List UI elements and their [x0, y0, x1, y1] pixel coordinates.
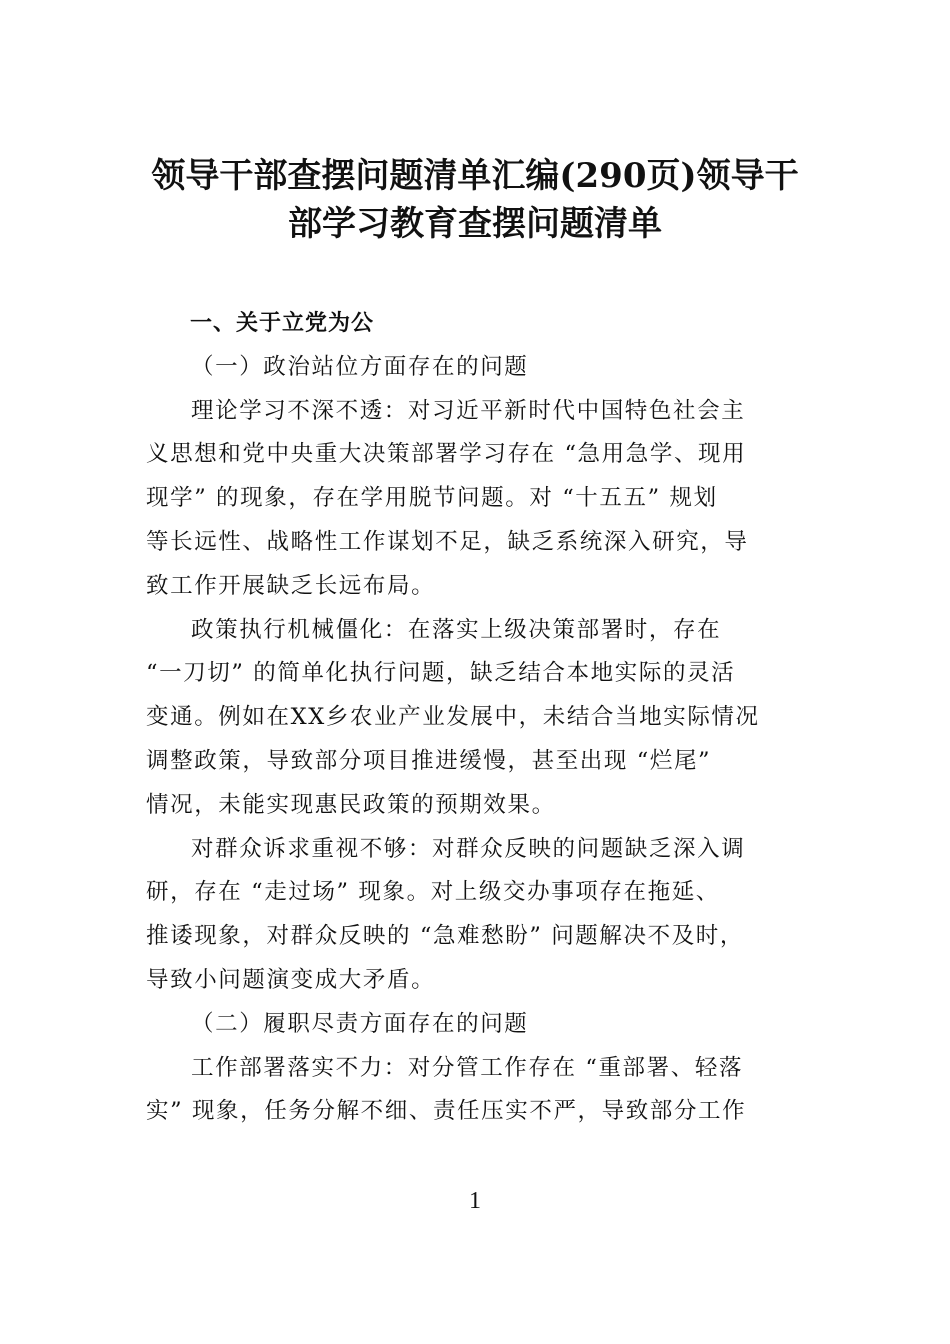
paragraph-1-line-2: 义思想和党中央重大决策部署学习存在 “急用急学、现用 — [146, 441, 747, 468]
subsection-heading-1: （一）政治站位方面存在的问题 — [191, 353, 529, 380]
paragraph-4-line-2: 实” 现象，任务分解不细、责任压实不严，导致部分工作 — [146, 1098, 747, 1125]
document-title — [130, 152, 820, 248]
section-heading: 一、关于立党为公 — [190, 311, 375, 336]
paragraph-3-line-2: 研，存在 “走过场” 现象。对上级交办事项存在拖延、 — [146, 879, 720, 906]
paragraph-3-line-4: 导致小问题演变成大矛盾。 — [146, 966, 436, 993]
paragraph-3 — [146, 828, 806, 1003]
paragraph-1-line-1: 理论学习不深不透：对习近平新时代中国特色社会主 — [191, 397, 746, 424]
paragraph-2 — [146, 609, 806, 828]
paragraph-2-line-4: 调整政策，导致部分项目推进缓慢，甚至出现 “烂尾” — [146, 747, 712, 774]
paragraph-2-line-2: “一刀切” 的简单化执行问题，缺乏结合本地实际的灵活 — [146, 660, 736, 687]
paragraph-2-line-5: 情况，未能实现惠民政策的预期效果。 — [146, 791, 556, 818]
paragraph-4 — [146, 1047, 806, 1135]
paragraph-1-line-4: 等长远性、战略性工作谋划不足，缺乏系统深入研究，导 — [146, 528, 749, 555]
paragraph-2-line-1: 政策执行机械僵化：在落实上级决策部署时，存在 — [191, 616, 722, 643]
document-body — [146, 302, 806, 1134]
paragraph-1-line-3: 现学” 的现象，存在学用脱节问题。对 “十五五” 规划 — [146, 485, 718, 512]
paragraph-3-line-1: 对群众诉求重视不够：对群众反映的问题缺乏深入调 — [191, 835, 746, 862]
title-line-1: 领导干部查摆问题清单汇编(290页)领导干 — [151, 156, 799, 196]
paragraph-1-line-5: 致工作开展缺乏长远布局。 — [146, 572, 436, 599]
subsection-heading-2: （二）履职尽责方面存在的问题 — [191, 1010, 529, 1037]
paragraph-2-line-3: 变通。例如在XX乡农业产业发展中，未结合当地实际情况 — [146, 704, 760, 731]
paragraph-3-line-3: 推诿现象，对群众反映的 “急难愁盼” 问题解决不及时， — [146, 923, 745, 950]
page-number: 1 — [469, 1188, 481, 1214]
paragraph-1 — [146, 390, 806, 609]
paragraph-4-line-1: 工作部署落实不力：对分管工作存在 “重部署、轻落 — [191, 1054, 744, 1081]
title-line-2: 部学习教育查摆问题清单 — [288, 204, 662, 244]
